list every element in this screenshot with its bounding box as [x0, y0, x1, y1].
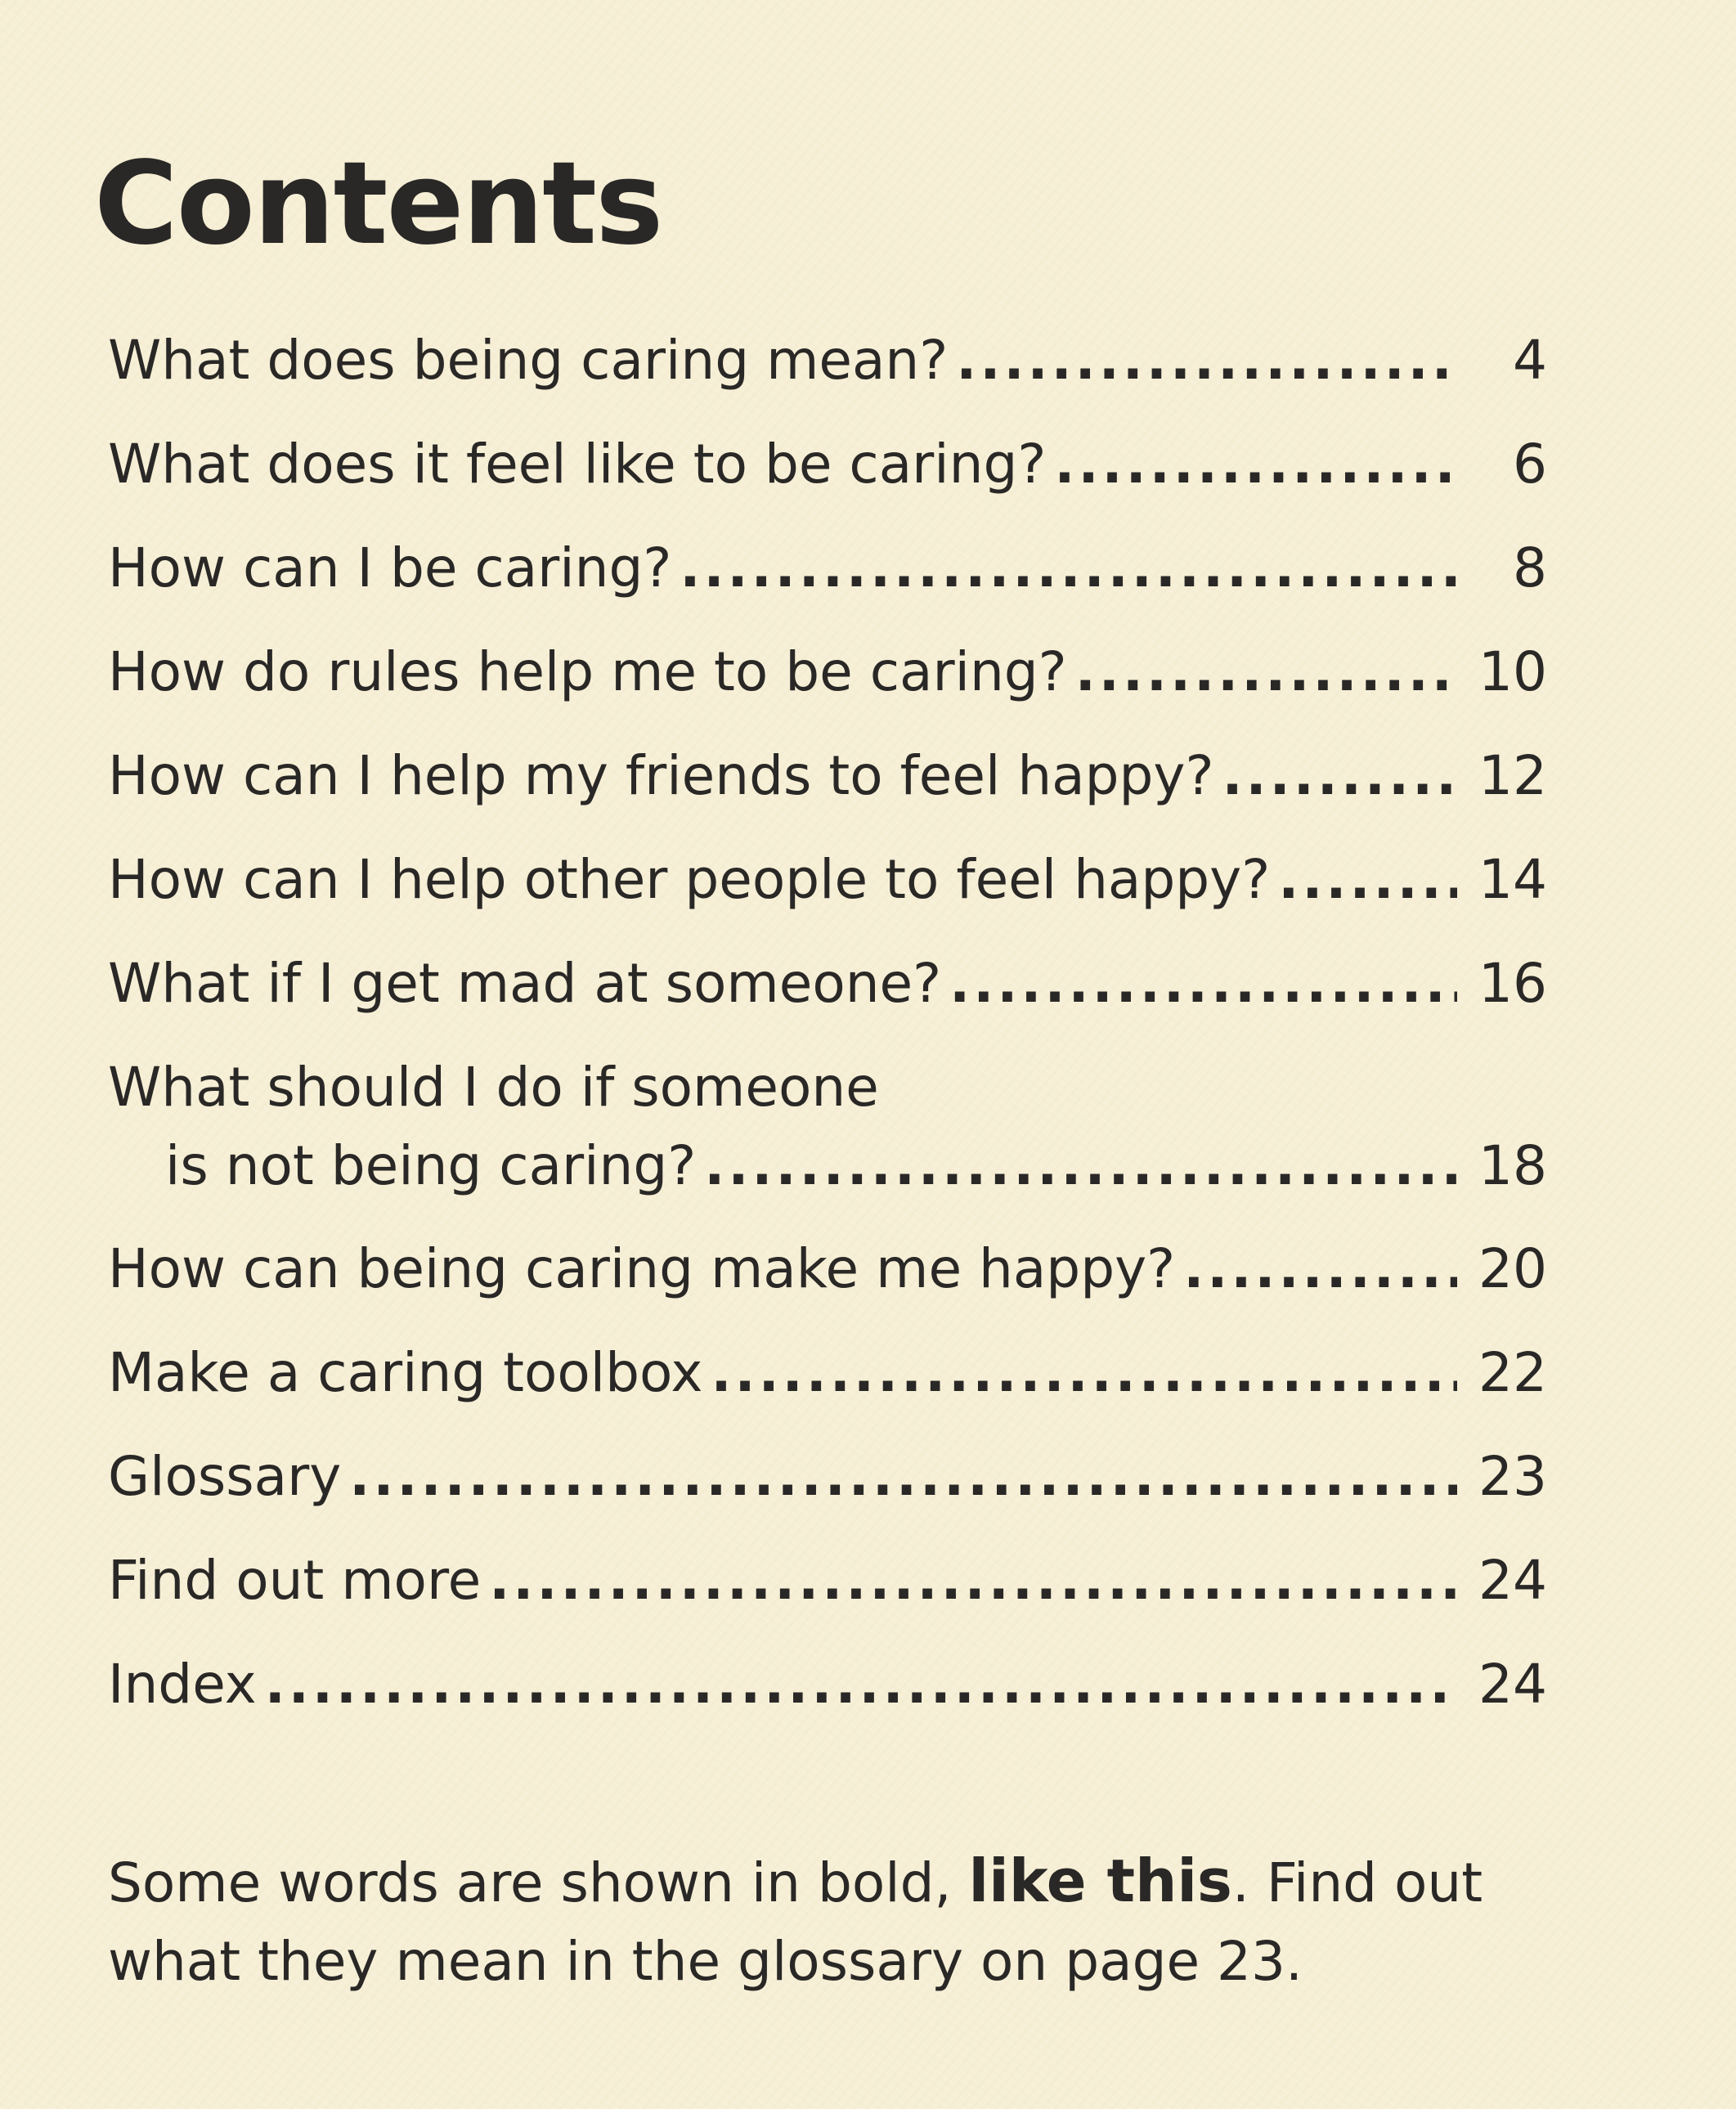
dot-leader — [704, 1139, 1457, 1193]
toc-entry-page: 6 — [1513, 433, 1547, 496]
toc-entry-label: How can being caring make me happy? — [108, 1237, 1176, 1300]
toc-entry-label-line1: What should I do if someone — [108, 1056, 879, 1119]
toc-entry-label: How do rules help me to be caring? — [108, 640, 1067, 703]
toc-entry[interactable] — [108, 1445, 1547, 1554]
toc-entry-label: What does being caring mean? — [108, 329, 949, 392]
dot-leader — [1075, 645, 1457, 699]
note-text-before: Some words are shown in bold, — [108, 1851, 952, 1914]
toc-entry-page: 12 — [1478, 744, 1547, 807]
toc-entry-label: What if I get mad at someone? — [108, 952, 942, 1015]
note-text-after: . Find out what they mean in the glossary on page 23. — [108, 1851, 1483, 1993]
toc-entry-label: How can I help my friends to feel happy? — [108, 744, 1214, 807]
toc-entry-label: How can I be caring? — [108, 536, 672, 599]
dot-leader — [1183, 1242, 1457, 1296]
toc-entry[interactable] — [108, 433, 1547, 541]
toc-entry[interactable] — [108, 1056, 1547, 1242]
toc-entry-page: 20 — [1478, 1237, 1547, 1300]
toc-entry-page: 18 — [1478, 1134, 1547, 1197]
toc-entry[interactable] — [108, 329, 1547, 438]
dot-leader — [1222, 749, 1457, 803]
toc-entry-page: 10 — [1478, 640, 1547, 703]
toc-entry[interactable] — [108, 744, 1547, 853]
glossary-note — [108, 1842, 1563, 2001]
toc-entry-page: 16 — [1478, 952, 1547, 1015]
toc-entry[interactable] — [108, 640, 1547, 749]
toc-entry-page: 8 — [1513, 536, 1547, 599]
dot-leader — [949, 957, 1457, 1011]
dot-leader — [680, 541, 1457, 595]
dot-leader — [711, 1346, 1457, 1400]
toc-entry-page: 22 — [1478, 1341, 1547, 1404]
dot-leader — [1278, 853, 1457, 907]
toc-entry[interactable] — [108, 1341, 1547, 1450]
dot-leader — [265, 1658, 1457, 1712]
toc-entry-page: 24 — [1478, 1549, 1547, 1612]
toc-entry[interactable] — [108, 1549, 1547, 1658]
dot-leader — [349, 1450, 1457, 1504]
toc-entry-label: How can I help other people to feel happy? — [108, 848, 1271, 911]
toc-entry[interactable] — [108, 1237, 1547, 1346]
toc-entry-label: Find out more — [108, 1549, 482, 1612]
page-title: Contents — [94, 137, 662, 271]
toc-entry-page: 4 — [1513, 329, 1547, 392]
toc-entry[interactable] — [108, 1653, 1547, 1761]
toc-entry-label: Index — [108, 1653, 257, 1716]
toc-entry[interactable] — [108, 536, 1547, 645]
toc-entry-label: Make a caring toolbox — [108, 1341, 703, 1404]
toc-entry-page: 24 — [1478, 1653, 1547, 1716]
dot-leader — [956, 334, 1457, 388]
toc-entry[interactable] — [108, 848, 1547, 957]
toc-entry-label: Glossary — [108, 1445, 342, 1508]
table-of-contents — [108, 329, 1547, 1761]
note-bold-example: like this — [968, 1846, 1232, 1915]
dot-leader — [1054, 438, 1457, 491]
toc-entry-label-line2: is not being caring? — [165, 1134, 697, 1197]
dot-leader — [489, 1554, 1457, 1608]
toc-entry-page: 23 — [1478, 1445, 1547, 1508]
toc-entry[interactable] — [108, 952, 1547, 1061]
toc-entry-label: What does it feel like to be caring? — [108, 433, 1047, 496]
toc-entry-page: 14 — [1478, 848, 1547, 911]
